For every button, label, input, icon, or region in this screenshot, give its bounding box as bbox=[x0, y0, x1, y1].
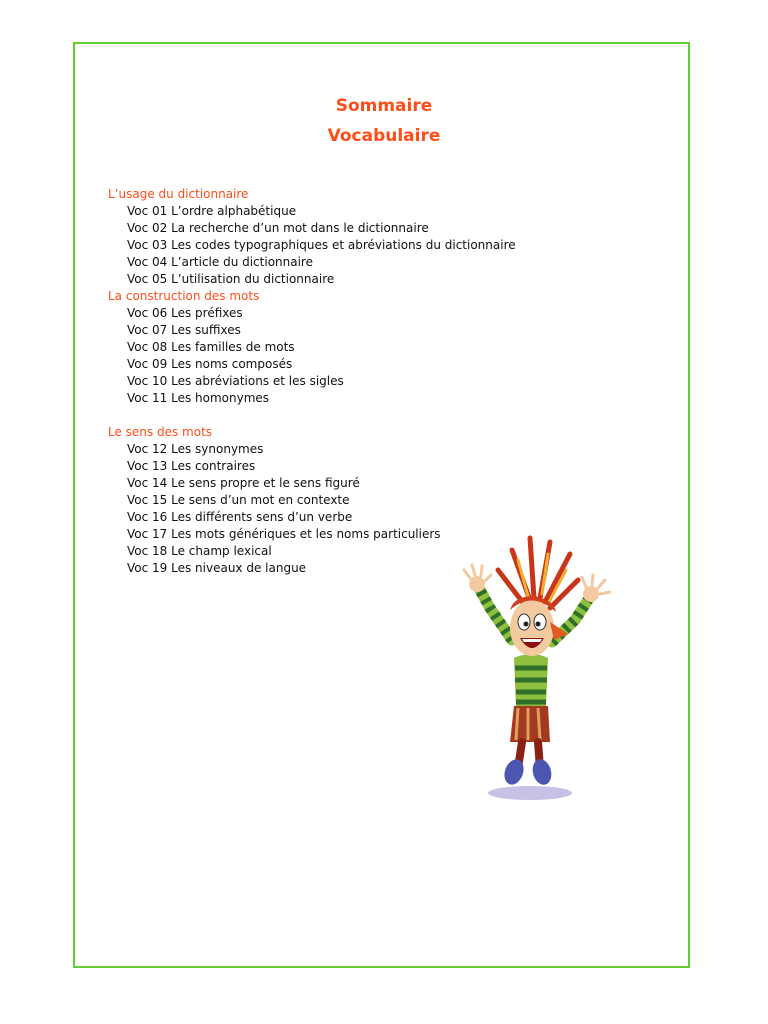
left-pupil bbox=[524, 622, 529, 627]
page-title: Sommaire bbox=[335, 96, 433, 116]
toc-entry: Voc 01 L’ordre alphabétique bbox=[127, 204, 297, 218]
toc-entry: Voc 14 Le sens propre et le sens figuré bbox=[127, 476, 360, 490]
toc-entry: Voc 16 Les différents sens d’un verbe bbox=[127, 510, 353, 524]
toc-entry: Voc 09 Les noms composés bbox=[127, 357, 293, 371]
toc-entry: Voc 19 Les niveaux de langue bbox=[127, 561, 307, 575]
toc-entry: Voc 05 L’utilisation du dictionnaire bbox=[127, 272, 335, 286]
toc-entry: Voc 10 Les abréviations et les sigles bbox=[127, 374, 344, 388]
left-eye bbox=[518, 614, 530, 630]
toc-entry: Voc 07 Les suffixes bbox=[127, 323, 241, 337]
section-title: L’usage du dictionnaire bbox=[108, 187, 249, 201]
toc-entry: Voc 11 Les homonymes bbox=[127, 391, 270, 405]
section-title: Le sens des mots bbox=[108, 425, 213, 439]
teeth bbox=[522, 639, 542, 642]
toc-entry: Voc 18 Le champ lexical bbox=[127, 544, 272, 558]
section-spacer bbox=[108, 407, 516, 424]
shadow-shape bbox=[488, 786, 572, 800]
toc-entry: Voc 15 Le sens d’un mot en contexte bbox=[127, 493, 350, 507]
toc-entry: Voc 03 Les codes typographiques et abréviations du dictionnaire bbox=[127, 238, 516, 252]
right-eye bbox=[534, 614, 546, 630]
right-pupil bbox=[536, 622, 541, 627]
toc-entry: Voc 04 L’article du dictionnaire bbox=[127, 255, 313, 269]
toc-entry: Voc 12 Les synonymes bbox=[127, 442, 264, 456]
toc-entry: Voc 13 Les contraires bbox=[127, 459, 256, 473]
section-construction bbox=[108, 288, 516, 407]
table-of-contents bbox=[108, 186, 516, 577]
toc-entry: Voc 17 Les mots génériques et les noms particuliers bbox=[127, 527, 441, 541]
right-shoe bbox=[530, 757, 554, 787]
section-dictionnaire bbox=[108, 186, 516, 288]
section-title: La construction des mots bbox=[108, 289, 260, 303]
toc-entry: Voc 06 Les préfixes bbox=[127, 306, 243, 320]
toc-entry: Voc 08 Les familles de mots bbox=[127, 340, 295, 354]
toc-entry: Voc 02 La recherche d’un mot dans le dictionnaire bbox=[127, 221, 429, 235]
page-subtitle: Vocabulaire bbox=[327, 126, 441, 146]
cheering-girl-cartoon-icon bbox=[450, 530, 625, 805]
